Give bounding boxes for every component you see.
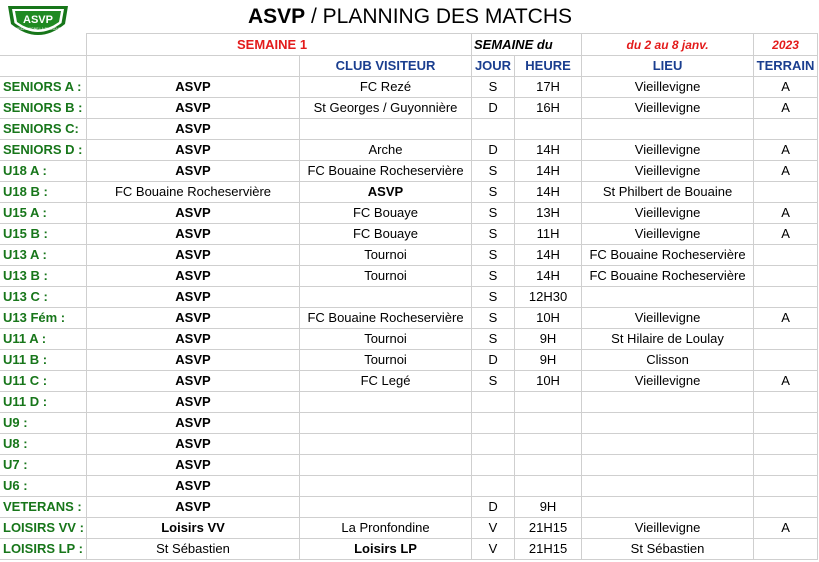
category-label: SENIORS A : [1, 77, 87, 98]
category-label: U18 A : [1, 161, 87, 182]
match-time: 14H [515, 140, 582, 161]
match-place: St Sébastien [582, 539, 754, 560]
category-label: U15 A : [1, 203, 87, 224]
category-label: U13 A : [1, 245, 87, 266]
category-label: U15 B : [1, 224, 87, 245]
match-time: 9H [515, 329, 582, 350]
category-label: LOISIRS VV : [1, 518, 87, 539]
match-day [472, 119, 515, 140]
match-place: FC Bouaine Rocheservière [582, 245, 754, 266]
match-row [1, 203, 818, 224]
match-place: Vieillevigne [582, 371, 754, 392]
match-row [1, 266, 818, 287]
week-year: 2023 [754, 34, 818, 56]
match-day: S [472, 266, 515, 287]
logo-subtext: VIEILLEVIGNE LA PLANCHE [14, 27, 62, 31]
match-time: 14H [515, 266, 582, 287]
match-time: 10H [515, 371, 582, 392]
match-time: 21H15 [515, 518, 582, 539]
header-blank-2 [87, 56, 300, 77]
match-row [1, 392, 818, 413]
category-label: U13 Fém : [1, 308, 87, 329]
match-row [1, 140, 818, 161]
home-team: Loisirs VV [87, 518, 300, 539]
category-label: LOISIRS LP : [1, 539, 87, 560]
match-day: S [472, 308, 515, 329]
match-day [472, 455, 515, 476]
match-day [472, 476, 515, 497]
category-label: SENIORS C: [1, 119, 87, 140]
match-time [515, 392, 582, 413]
match-field: A [754, 371, 818, 392]
category-label: U18 B : [1, 182, 87, 203]
match-field [754, 266, 818, 287]
away-team: St Georges / Guyonnière [300, 98, 472, 119]
match-day: S [472, 224, 515, 245]
logo-text: ASVP [23, 14, 53, 26]
match-day: S [472, 371, 515, 392]
match-day [472, 413, 515, 434]
match-time: 9H [515, 350, 582, 371]
title-row [0, 0, 819, 33]
match-row [1, 434, 818, 455]
match-row [1, 518, 818, 539]
match-place: Vieillevigne [582, 224, 754, 245]
home-team: ASVP [87, 308, 300, 329]
match-row [1, 497, 818, 518]
category-label: VETERANS : [1, 497, 87, 518]
home-team: ASVP [87, 266, 300, 287]
match-day: S [472, 182, 515, 203]
match-field: A [754, 161, 818, 182]
match-time: 16H [515, 98, 582, 119]
match-place [582, 119, 754, 140]
match-row [1, 119, 818, 140]
category-label: U8 : [1, 434, 87, 455]
category-label: U6 : [1, 476, 87, 497]
match-field [754, 245, 818, 266]
match-row [1, 455, 818, 476]
match-time: 14H [515, 161, 582, 182]
match-day: D [472, 140, 515, 161]
page-title-text: / PLANNING DES MATCHS [305, 5, 572, 28]
page-title [200, 5, 620, 29]
week-label: SEMAINE 1 [87, 34, 472, 56]
away-team [300, 287, 472, 308]
match-day: S [472, 203, 515, 224]
match-day: S [472, 77, 515, 98]
match-time: 13H [515, 203, 582, 224]
away-team [300, 434, 472, 455]
away-team: Loisirs LP [300, 539, 472, 560]
category-label: U13 C : [1, 287, 87, 308]
home-team: ASVP [87, 329, 300, 350]
category-label: U7 : [1, 455, 87, 476]
category-label: U9 : [1, 413, 87, 434]
match-day: D [472, 497, 515, 518]
match-time [515, 455, 582, 476]
header-time: HEURE [515, 56, 582, 77]
header-field: TERRAIN [754, 56, 818, 77]
match-time: 14H [515, 182, 582, 203]
home-team: ASVP [87, 371, 300, 392]
home-team: ASVP [87, 203, 300, 224]
home-team: FC Bouaine Rocheservière [87, 182, 300, 203]
match-field: A [754, 203, 818, 224]
match-row [1, 98, 818, 119]
away-team [300, 119, 472, 140]
match-place: Vieillevigne [582, 140, 754, 161]
category-label: U11 C : [1, 371, 87, 392]
home-team: ASVP [87, 434, 300, 455]
match-place [582, 476, 754, 497]
match-field: A [754, 224, 818, 245]
match-field [754, 119, 818, 140]
category-label: SENIORS B : [1, 98, 87, 119]
category-label: U11 B : [1, 350, 87, 371]
match-row [1, 539, 818, 560]
match-place: Vieillevigne [582, 203, 754, 224]
away-team [300, 413, 472, 434]
match-row [1, 329, 818, 350]
match-place: St Philbert de Bouaine [582, 182, 754, 203]
home-team: ASVP [87, 413, 300, 434]
match-place: Vieillevigne [582, 161, 754, 182]
match-place [582, 287, 754, 308]
planning-table [0, 33, 818, 560]
home-team: ASVP [87, 455, 300, 476]
match-field [754, 287, 818, 308]
away-team: La Pronfondine [300, 518, 472, 539]
home-team: ASVP [87, 392, 300, 413]
category-label: SENIORS D : [1, 140, 87, 161]
match-row [1, 287, 818, 308]
week-row [1, 34, 818, 56]
away-team: Tournoi [300, 350, 472, 371]
week-blank [1, 34, 87, 56]
away-team: FC Bouaine Rocheservière [300, 308, 472, 329]
match-time: 10H [515, 308, 582, 329]
match-row [1, 245, 818, 266]
match-row [1, 413, 818, 434]
column-header-row [1, 56, 818, 77]
home-team: ASVP [87, 245, 300, 266]
match-time: 11H [515, 224, 582, 245]
category-label: U11 A : [1, 329, 87, 350]
category-label: U11 D : [1, 392, 87, 413]
match-field [754, 182, 818, 203]
match-day [472, 392, 515, 413]
match-time: 17H [515, 77, 582, 98]
match-field: A [754, 77, 818, 98]
away-team: FC Bouaye [300, 203, 472, 224]
page-title-club: ASVP [247, 5, 306, 28]
match-field [754, 497, 818, 518]
header-blank-1 [1, 56, 87, 77]
match-field [754, 476, 818, 497]
match-day: V [472, 539, 515, 560]
home-team: ASVP [87, 77, 300, 98]
match-field [754, 413, 818, 434]
away-team: FC Legé [300, 371, 472, 392]
match-field: A [754, 140, 818, 161]
home-team: St Sébastien [87, 539, 300, 560]
away-team [300, 455, 472, 476]
away-team: FC Bouaine Rocheservière [300, 161, 472, 182]
match-time [515, 413, 582, 434]
week-of-label: SEMAINE du [472, 34, 582, 56]
away-team: Tournoi [300, 266, 472, 287]
match-day: S [472, 287, 515, 308]
match-place: Vieillevigne [582, 98, 754, 119]
match-field [754, 350, 818, 371]
match-field: A [754, 308, 818, 329]
match-day: S [472, 161, 515, 182]
match-day: S [472, 329, 515, 350]
category-label: U13 B : [1, 266, 87, 287]
match-time [515, 119, 582, 140]
home-team: ASVP [87, 476, 300, 497]
away-team [300, 392, 472, 413]
home-team: ASVP [87, 140, 300, 161]
away-team: ASVP [300, 182, 472, 203]
away-team: FC Rezé [300, 77, 472, 98]
match-place [582, 434, 754, 455]
match-day: D [472, 98, 515, 119]
home-team: ASVP [87, 119, 300, 140]
away-team [300, 476, 472, 497]
match-time: 9H [515, 497, 582, 518]
away-team: FC Bouaye [300, 224, 472, 245]
match-time: 14H [515, 245, 582, 266]
match-field [754, 434, 818, 455]
match-row [1, 308, 818, 329]
match-field [754, 455, 818, 476]
away-team: Tournoi [300, 245, 472, 266]
match-row [1, 161, 818, 182]
match-row [1, 371, 818, 392]
match-row [1, 224, 818, 245]
match-place: Vieillevigne [582, 518, 754, 539]
match-field [754, 392, 818, 413]
match-time [515, 476, 582, 497]
home-team: ASVP [87, 161, 300, 182]
match-time: 21H15 [515, 539, 582, 560]
header-place: LIEU [582, 56, 754, 77]
match-row [1, 77, 818, 98]
match-row [1, 350, 818, 371]
home-team: ASVP [87, 98, 300, 119]
away-team: Arche [300, 140, 472, 161]
match-day [472, 434, 515, 455]
match-field: A [754, 518, 818, 539]
match-place: Clisson [582, 350, 754, 371]
match-place [582, 413, 754, 434]
match-day: S [472, 245, 515, 266]
match-time: 12H30 [515, 287, 582, 308]
match-place [582, 497, 754, 518]
match-row [1, 182, 818, 203]
week-dates: du 2 au 8 janv. [582, 34, 754, 56]
header-visitor: CLUB VISITEUR [300, 56, 472, 77]
away-team: Tournoi [300, 329, 472, 350]
match-day: D [472, 350, 515, 371]
match-row [1, 476, 818, 497]
match-field [754, 329, 818, 350]
match-place: St Hilaire de Loulay [582, 329, 754, 350]
match-place [582, 392, 754, 413]
match-field [754, 539, 818, 560]
match-place: FC Bouaine Rocheservière [582, 266, 754, 287]
match-place: Vieillevigne [582, 308, 754, 329]
away-team [300, 497, 472, 518]
match-place [582, 455, 754, 476]
home-team: ASVP [87, 497, 300, 518]
match-day: V [472, 518, 515, 539]
home-team: ASVP [87, 224, 300, 245]
match-time [515, 434, 582, 455]
home-team: ASVP [87, 350, 300, 371]
match-field: A [754, 98, 818, 119]
match-place: Vieillevigne [582, 77, 754, 98]
home-team: ASVP [87, 287, 300, 308]
header-day: JOUR [472, 56, 515, 77]
